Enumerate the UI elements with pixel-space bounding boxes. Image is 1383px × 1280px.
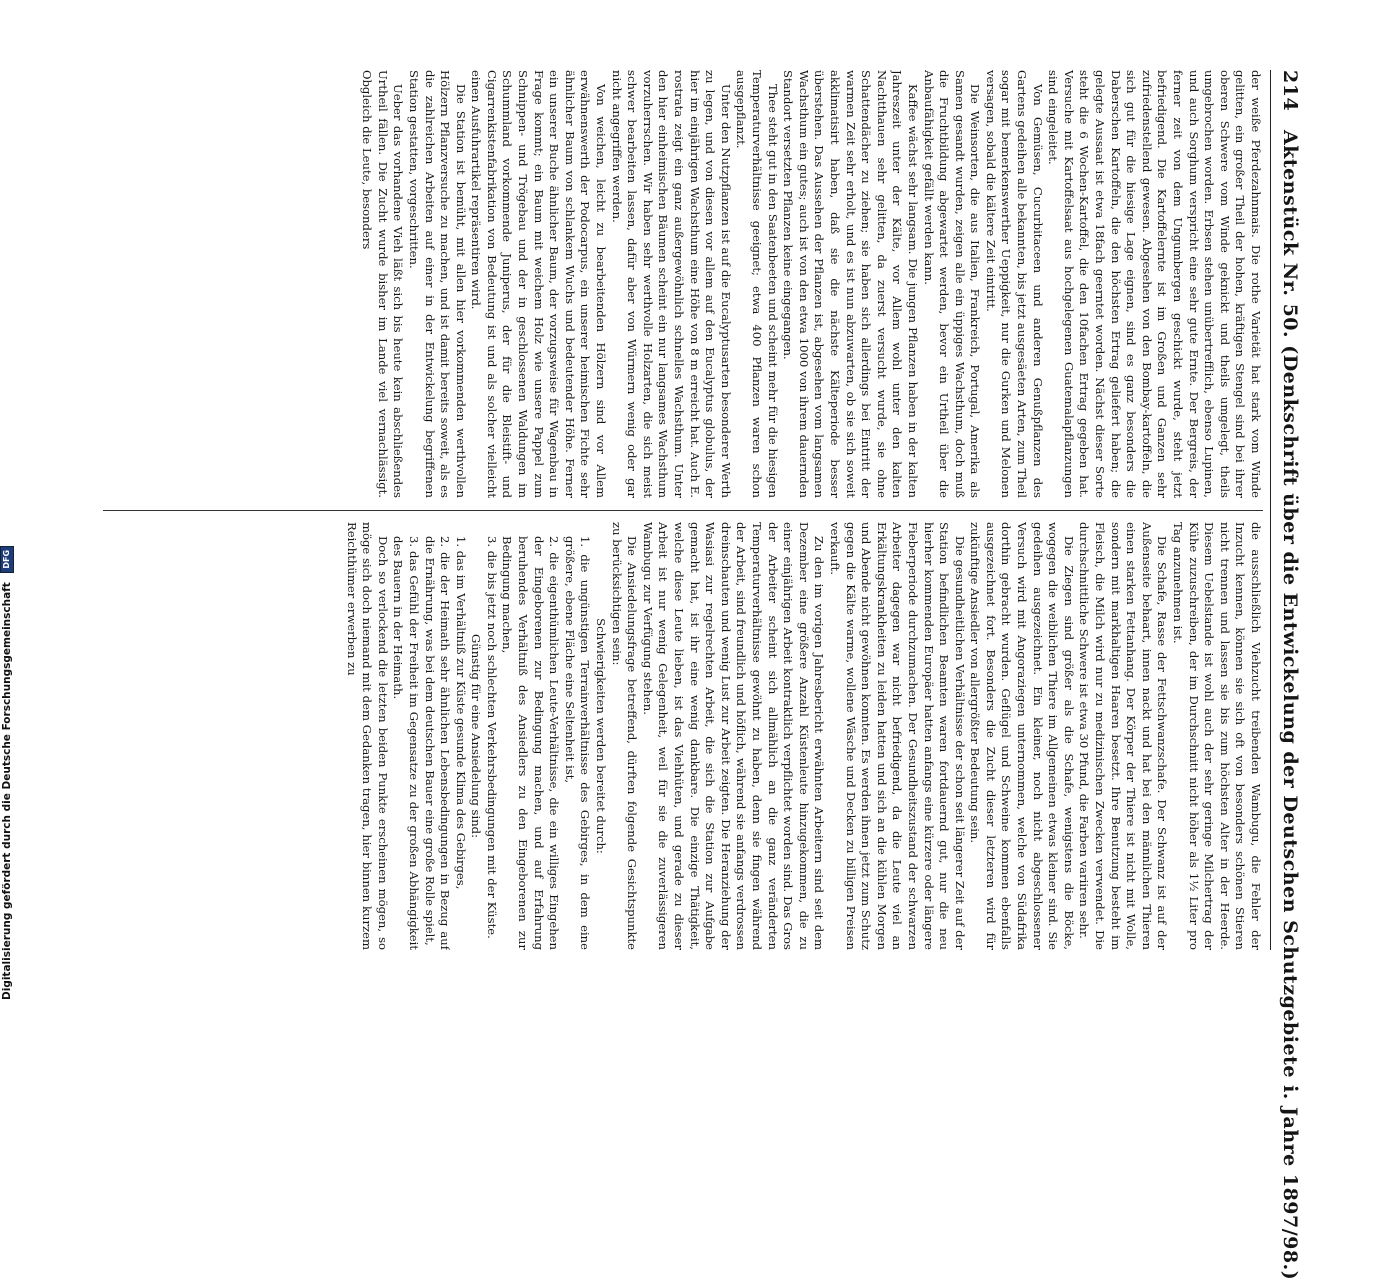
paragraph: Doch so verlockend die letzten beiden Punkte erscheinen mögen, so möge sich doch niemand mit dem Gedanken tragen, hier binnen kurzem Reichthümer erwerben zu bbox=[344, 522, 390, 950]
list-item: 1. das im Verhältniß zur Küste gesunde Klima des Gebirges, bbox=[453, 536, 468, 890]
paragraph: Kaffee wächst sehr langsam. Die jungen Pflanzen haben in der kalten Jahreszeit unter der Kälte, vor Allem wohl unter den kalten Nachtthauen sehr gelitten, da zuerst versucht wurde, sie ohne Schattendächer zu ziehen; sie haben sich allerdings bei Eintritt der warmen Zeit sehr erholt, und es ist nun abzuwarten, ob sie sich soweit akklimatisirt haben, daß sie die nächste Kälteperiode besser überstehen. Das Aussehen der Pflanzen ist, abgesehen vom langsamen Wachsthum ein gutes; auch ist von den etwa 1000 von ihrem dauernden Standort versetzten Pflanzen keine eingegangen. bbox=[781, 70, 920, 498]
dfg-logo: DFG bbox=[0, 546, 14, 573]
page-header bbox=[1271, 70, 1305, 1280]
left-column bbox=[88, 70, 1263, 498]
paragraph: Thee steht gut in den Saatenbeeten und scheint mehr für die hiesigen Temperaturverhältnisse geeignet; etwa 400 Pflanzen waren schon ausgepflanzt. bbox=[734, 70, 780, 498]
column-divider bbox=[103, 510, 1263, 511]
paragraph: Zu den im vorigen Jahresbericht erwähnten Arbeitern sind seit dem Dezember eine größere Anzahl Küstenleute hinzugekommen, die zu einer einjährigen Arbeit kontraktlich verpflichtet worden sind. Das Gros der Arbeiter scheint sich allmählich an die ganz veränderten Temperaturverhältnisse gewöhnt zu haben, denn sie fingen während der Arbeit, sind freundlich und höflich, während sie anfangs verdrossen dreinschauten und wenig Lust zur Arbeit zeigten. Die Heranziehung der Wasiasi zur regelrechten Arbeit, die sich die Station zur Aufgabe gemacht hat, ist ihr eine wenig dankbare. Die einzige Thätigkeit, welche diese Leute lieben, ist das Viehhüten, und gerade zu dieser Arbeit ist nur wenig Gelegenheit, weil für sie die zuverlässigeren Wambugu zur Verfügung stehen. bbox=[640, 522, 827, 950]
paragraph: Die Schafe, Rasse der Fettschwanzschafe. Der Schwanz ist auf der Außenseite behaart, innen nackt und hat bei den männlichen Thieren einen starken Fettanhang. Der Körper der Thiere ist nicht mit Wolle, sondern mit markhaltigen Haaren besetzt. Ihre Benutzung besteht im Fleisch, die Milch wird nur zu medizinischen Zwecken verwendet. Die durchschnittliche Schwere ist etwa 30 Pfund, die Farben variiren sehr. bbox=[1077, 522, 1170, 950]
list-item: 1. die ungünstigen Terrainverhältnisse des Gebirges, in dem eine größere, ebene Fläche eine Seltenheit ist, bbox=[562, 536, 593, 950]
header-rule bbox=[1270, 70, 1271, 950]
rotated-page bbox=[80, 70, 1305, 1280]
paragraph: Ueber das vorhandene Vieh läßt sich bis heute kein abschließendes Urtheil fällen. Die Zucht wurde bisher im Lande viel vernachlässigt. Obgleich die Leute, besonders bbox=[360, 70, 406, 498]
paragraph: Unter den Nutzpflanzen ist auf die Eucalyptusarten besonderer Werth zu legen, und von diesen vor allem auf den Eucalyptus globulus, der hier im einjährigen Wachsthum eine Höhe von 8 m erreicht hat. Auch E. rostrata zeigt ein ganz außergewöhnlich schnelles Wachsthum. Unter den hier einheimischen Bäumen scheint ein nur langsames Wachsthum vorzuherrschen. Wir haben sehr werthvolle Holzarten, die sich meist schwer bearbeiten lassen, dafür aber von Würmern wenig oder gar nicht angegriffen werden. bbox=[609, 70, 733, 498]
paragraph: Von weichen, leicht zu bearbeitenden Hölzern sind vor Allem erwähnenswerth der Podocarpus, ein unserer heimischen Fichte sehr ähnlicher Baum von schlankem Wuchs und bedeutender Höhe. Ferner ein unserer Buche ähnlicher Baum, der vorzugsweise für Wagenbau in Frage kommt; ein Baum mit weichem Holz wie unsere Pappel zum Schnippen- und Trögebau und der in geschlossenen Waldungen im Schummland vorkommende Juniperus, der für die Bleistift- und Cigarrenkistenfabrikation von Bedeutung ist und als solcher vielleicht einen Ausfuhrartikel repräsentiren wird. bbox=[469, 70, 609, 498]
credit-text: Digitalisierung gefördert durch die Deutsche Forschungsgemeinschaft bbox=[1, 582, 13, 1000]
page-title: Aktenstück Nr. 50. (Denkschrift über die Entwickelung der Deutschen Schutzgebiete i. Jahre 1897/98.) bbox=[1279, 130, 1301, 1280]
paragraph: Die Ansiedelungsfrage betreffend, dürften folgende Gesichtspunkte zu berücksichtigen sein: bbox=[609, 522, 640, 950]
paragraph: Von Gemüsen, Cucurbitaceen und anderen Genußpflanzen des Gartens gedeihen alle bekannten, bis jetzt ausgesäeten Arten, zum Theil sogar mit bemerkenswerther Ueppigkeit, nur die Gurken und Melonen versagen, sobald die kältere Zeit eintritt. bbox=[983, 70, 1045, 498]
paragraph: Die Weinsorten, die aus Italien, Frankreich, Portugal, Amerika als Samen gesandt wurden, zeigen alle ein üppiges Wachsthum, doch muß die Fruchtbildung abgewartet werden, bevor ein Urtheil über die Anbaufähigkeit gefällt werden kann. bbox=[921, 70, 983, 498]
list-item: 2. die der Heimath sehr ähnlichen Lebensbedingungen in Bezug auf die Ernährung, was bei dem deutschen Bauer eine große Rolle spielt, bbox=[422, 536, 453, 950]
right-column bbox=[88, 522, 1263, 950]
list-item: 3. das Gefühl der Freiheit im Gegensatze zu der großen Abhängigkeit des Bauern in der Heimath. bbox=[391, 536, 421, 950]
paragraph: Die Station ist bemüht, mit allen hier vorkommenden werthvollen Hölzern Pflanzversuche zu machen, und ist damit bereits soweit, als es die zahlreichen Arbeiten auf einer in der Entwickelung begriffenen Station gestatten, vorgeschritten. bbox=[406, 70, 468, 498]
paragraph: die ausschließlich Viehzucht treibenden Wambugu, die Fehler der Inzucht kennen, können sie sich oft von besonders schönen Stieren nicht trennen und lassen sie bis zum höchsten Alter in der Heerde. Diesem Uebelstande ist wohl auch der sehr geringe Milchertrag der Kühe zuzuschreiben, der im Durchschnitt nicht höher als 1½ Liter pro Tag anzunehmen ist. bbox=[1171, 522, 1263, 950]
paragraph: der weiße Pferdezahnmais. Die rothe Varietät hat stark vom Winde gelitten, ein großer Theil der hohen, kräftigen Stengel sind bei ihrer oberen Schwere vom Winde geknickt und theils umgelegt, theils umgebrochen worden. Erbsen stehen unübertrefflich, ebenso Lupinen, und auch Sorghum verspricht eine sehr gute Ernte. Der Bergreis, der ferner zeit von dem Ungumbergen geschickt wurde, steht jetzt befriedigend. Die Kartoffelernte ist im Großen und Ganzen sehr zufriedenstellend gewesen. Abgesehen von den Bombay-kartoffeln, die sich gut für die hiesige Lage eignen, sind es ganz besonders die Daberschen Kartoffeln, die den höchsten Ertrag geliefert haben; die gelegte Aussaat ist etwa 18fach geerntet worden. Nächst dieser Sorte steht die 6 Wochen-Kartoffel, die den 10fachen Ertrag gegeben hat. Versuche mit Kartoffelsaat aus hochgelegenen Guatemalapflanzungen sind eingeleitet. bbox=[1046, 70, 1263, 498]
paragraph: Die Ziegen sind größer als die Schafe, wenigstens die Böcke, wogegen die weiblichen Thiere im Allgemeinen etwas kleiner sind. Sie gedeihen ausgezeichnet. Ein kleiner, noch nicht abgeschlossener Versuch wird mit Angoraziegen unternommen, welche von Südafrika dorthin gebracht wurden. Geflügel und Schweine kommen ebenfalls ausgezeichnet fort. Besonders die Zucht dieser letzteren wird für zukünftige Ansiedler von allergrößter Bedeutung sein. bbox=[968, 522, 1076, 950]
list-heading: Schwierigkeiten werden bereitet durch: bbox=[594, 618, 609, 854]
digitization-credit bbox=[0, 0, 16, 1000]
list-heading: Günstig für eine Ansiedelung sind: bbox=[469, 633, 484, 839]
list-item: 2. die eigenthümlichen Leute-Verhältnisse, die ein williges Eingehen der Eingeborenen zur Bedingung machen, und auf Erfahrung beruhendes Verhältniß des Ansiedlers zu den Eingeborenen zur Bedingung machen, bbox=[500, 536, 562, 950]
page-number: 214 bbox=[1279, 70, 1301, 112]
list-item: 3. die bis jetzt noch schlechten Verkehrsbedingungen mit der Küste. bbox=[484, 536, 499, 939]
paragraph: Die gesundheitlichen Verhältnisse der schon seit längerer Zeit auf der Station befindlichen Beamten waren fortdauernd gut, nur die neu hierher kommenden Europäer hatten anfangs eine kürzere oder längere Fieberperiode durchzumachen. Der Gesundheitszustand der schwarzen Arbeiter dagegen war nicht befriedigend, da die Leute viel an Erkältungskrankheiten zu leiden hatten und sich an die kühlen Morgen und Abende nicht gewöhnen konnten. Es werden ihnen jetzt zum Schutz gegen die Kälte warme, wollene Wäsche und Decken zu billigen Preisen verkauft. bbox=[827, 522, 967, 950]
